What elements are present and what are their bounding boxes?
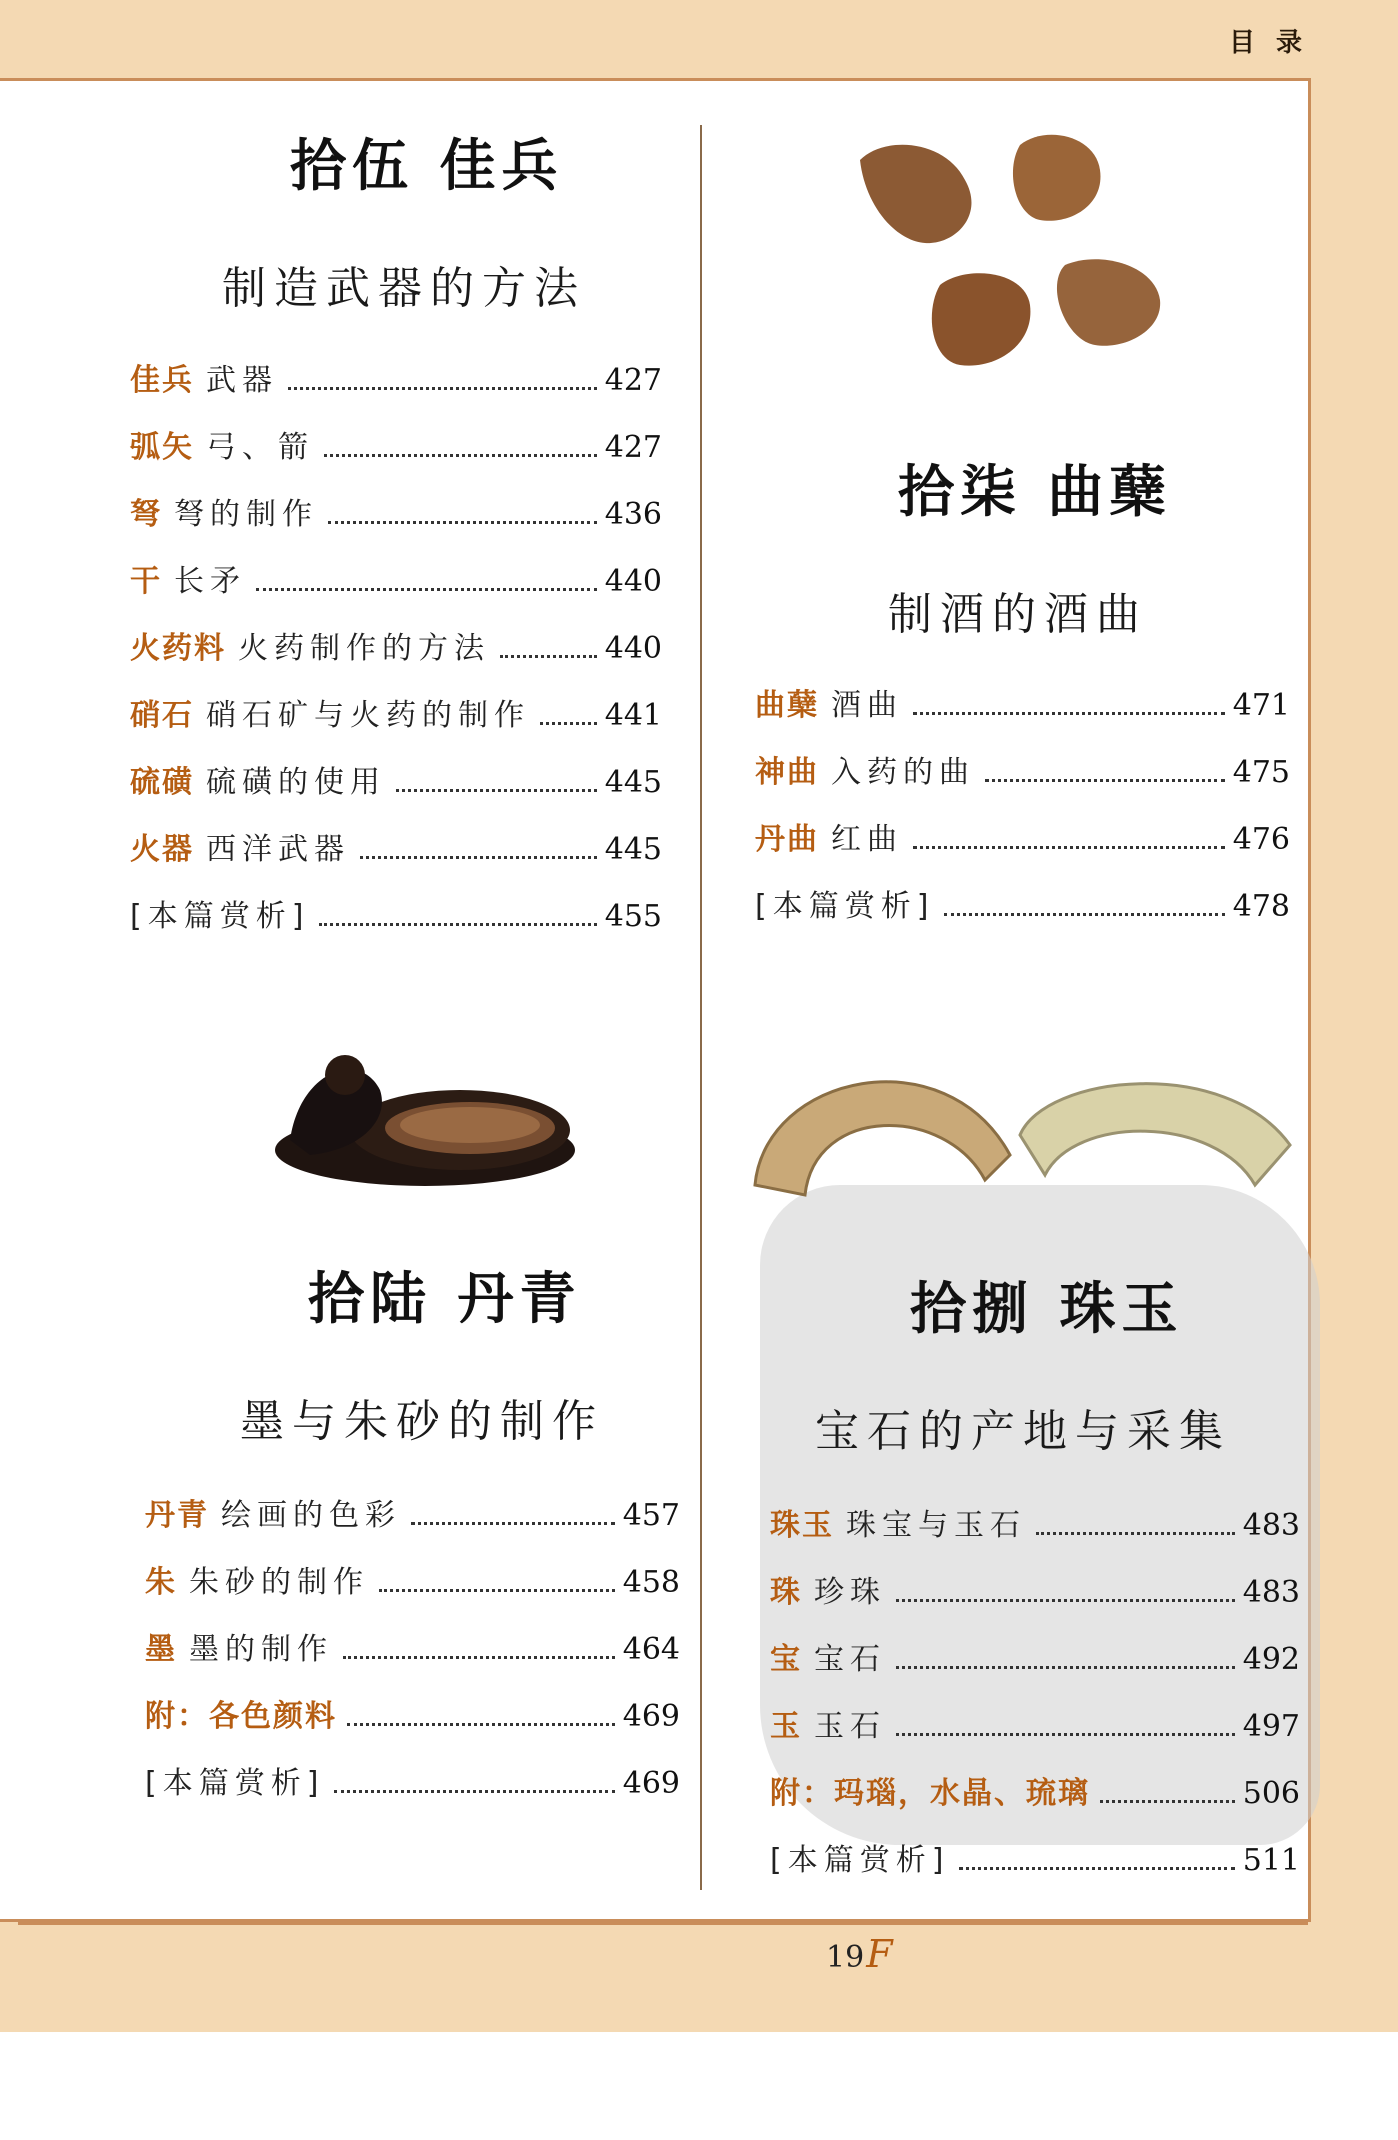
toc-entry[interactable] bbox=[130, 556, 662, 600]
toc-entry-description: 硫磺的使用 bbox=[206, 765, 386, 800]
toc-entry-description: 硝石矿与火药的制作 bbox=[206, 698, 530, 733]
leader-dots bbox=[896, 1599, 1235, 1602]
toc-entry-page: 478 bbox=[1232, 889, 1290, 924]
toc-entry-description: 火药制作的方法 bbox=[238, 631, 490, 666]
toc-entry-page: 471 bbox=[1232, 688, 1290, 723]
toc-entry-page: 497 bbox=[1242, 1709, 1300, 1744]
toc-entry[interactable] bbox=[770, 1835, 1300, 1879]
toc-entry-keyword: 珠玉 bbox=[770, 1508, 834, 1543]
leader-dots bbox=[540, 722, 597, 725]
toc-entry[interactable] bbox=[130, 824, 662, 868]
toc-entry[interactable] bbox=[130, 757, 662, 801]
leader-dots bbox=[347, 1723, 615, 1726]
toc-entry[interactable] bbox=[770, 1701, 1300, 1745]
toc-entry[interactable] bbox=[130, 891, 662, 935]
toc-entry-page: 475 bbox=[1232, 755, 1290, 790]
leader-dots bbox=[334, 1790, 614, 1793]
toc-entry-description: 西洋武器 bbox=[206, 832, 350, 867]
toc-entry[interactable] bbox=[755, 814, 1290, 858]
leader-dots bbox=[944, 913, 1224, 916]
toc-entry-keyword: 附：各色颜料 bbox=[145, 1699, 337, 1734]
leader-dots bbox=[1036, 1532, 1235, 1535]
toc-entry[interactable] bbox=[770, 1634, 1300, 1678]
toc-entry[interactable] bbox=[130, 355, 662, 399]
section-subtitle: 制酒的酒曲 bbox=[888, 589, 1148, 640]
toc-entry-description: 玉石 bbox=[814, 1709, 886, 1744]
toc-entry-keyword: 弧矢 bbox=[130, 430, 194, 465]
toc-entry[interactable] bbox=[145, 1691, 680, 1735]
page-number bbox=[826, 1932, 893, 1976]
toc-entry-page: 506 bbox=[1242, 1776, 1300, 1811]
inkstone-image bbox=[270, 1030, 580, 1190]
section-subtitle: 制造武器的方法 bbox=[222, 263, 586, 314]
toc-entry[interactable] bbox=[145, 1758, 680, 1802]
toc-entry-page: 511 bbox=[1242, 1843, 1300, 1878]
toc-entry[interactable] bbox=[145, 1557, 680, 1601]
toc-entry-page: 457 bbox=[622, 1498, 680, 1533]
toc-entry-keyword: 干 bbox=[130, 564, 162, 599]
toc-entry-review: [本篇赏析] bbox=[130, 899, 310, 934]
section-title: 拾陆 丹青 bbox=[308, 1266, 582, 1332]
toc-entry-page: 492 bbox=[1242, 1642, 1300, 1677]
toc-entry[interactable] bbox=[770, 1500, 1300, 1544]
column-divider bbox=[700, 125, 702, 1890]
toc-entry-keyword: 玉 bbox=[770, 1709, 802, 1744]
bottom-rule bbox=[18, 1922, 1308, 1925]
leader-dots bbox=[288, 387, 597, 390]
toc-entry-description: 朱砂的制作 bbox=[189, 1565, 369, 1600]
toc-entry-description: 珠宝与玉石 bbox=[846, 1508, 1026, 1543]
toc-entry-page: 458 bbox=[622, 1565, 680, 1600]
toc-entry[interactable] bbox=[130, 422, 662, 466]
toc-entry-review: [本篇赏析] bbox=[755, 889, 935, 924]
leader-dots bbox=[379, 1589, 615, 1592]
toc-list bbox=[755, 680, 1290, 950]
leader-dots bbox=[959, 1867, 1234, 1870]
toc-entry[interactable] bbox=[755, 881, 1290, 925]
leader-dots bbox=[411, 1522, 615, 1525]
toc-entry-page: 427 bbox=[604, 363, 662, 398]
toc-entry[interactable] bbox=[145, 1490, 680, 1534]
toc-entry-description: 武器 bbox=[206, 363, 278, 398]
leader-dots bbox=[396, 789, 597, 792]
leader-dots bbox=[896, 1733, 1235, 1736]
toc-entry-keyword: 硫磺 bbox=[130, 765, 194, 800]
jade-image bbox=[745, 1035, 1300, 1205]
leader-dots bbox=[328, 521, 597, 524]
toc-entry-page: 455 bbox=[604, 899, 662, 934]
toc-list bbox=[770, 1500, 1300, 1900]
leader-dots bbox=[324, 454, 597, 457]
toc-entry[interactable] bbox=[755, 680, 1290, 724]
toc-entry-page: 441 bbox=[604, 698, 662, 733]
toc-entry-keyword: 墨 bbox=[145, 1632, 177, 1667]
toc-entry-keyword: 珠 bbox=[770, 1575, 802, 1610]
toc-entry-description: 宝石 bbox=[814, 1642, 886, 1677]
toc-entry-keyword: 神曲 bbox=[755, 755, 819, 790]
toc-entry-description: 红曲 bbox=[831, 822, 903, 857]
header-label: 目 录 bbox=[1228, 28, 1308, 58]
leader-dots bbox=[1100, 1800, 1235, 1803]
toc-entry-keyword: 曲蘖 bbox=[755, 688, 819, 723]
toc-entry[interactable] bbox=[130, 690, 662, 734]
toc-entry-review: [本篇赏析] bbox=[145, 1766, 325, 1801]
toc-entry[interactable] bbox=[130, 623, 662, 667]
leader-dots bbox=[343, 1656, 615, 1659]
leader-dots bbox=[985, 779, 1225, 782]
toc-entry[interactable] bbox=[755, 747, 1290, 791]
toc-entry[interactable] bbox=[770, 1768, 1300, 1812]
ore-image bbox=[855, 125, 1175, 385]
toc-entry-page: 440 bbox=[604, 631, 662, 666]
section-title: 拾柒 曲蘖 bbox=[898, 459, 1172, 525]
toc-entry-page: 445 bbox=[604, 765, 662, 800]
toc-entry[interactable] bbox=[145, 1624, 680, 1668]
page-number-value: 19 bbox=[826, 1940, 865, 1975]
toc-entry-keyword: 丹曲 bbox=[755, 822, 819, 857]
toc-entry-description: 弩的制作 bbox=[174, 497, 318, 532]
toc-entry-description: 弓、箭 bbox=[206, 430, 314, 465]
toc-entry-keyword: 火药料 bbox=[130, 631, 226, 666]
toc-entry-page: 445 bbox=[604, 832, 662, 867]
toc-entry-page: 469 bbox=[622, 1699, 680, 1734]
toc-entry-page: 483 bbox=[1242, 1575, 1300, 1610]
leader-dots bbox=[500, 655, 597, 658]
toc-entry-keyword: 火器 bbox=[130, 832, 194, 867]
toc-entry-description: 绘画的色彩 bbox=[221, 1498, 401, 1533]
leader-dots bbox=[913, 712, 1225, 715]
leader-dots bbox=[256, 588, 597, 591]
toc-entry-description: 长矛 bbox=[174, 564, 246, 599]
leader-dots bbox=[896, 1666, 1235, 1669]
toc-entry-description: 入药的曲 bbox=[831, 755, 975, 790]
toc-entry-keyword: 佳兵 bbox=[130, 363, 194, 398]
folio-mark: F bbox=[866, 1932, 893, 1976]
toc-entry-keyword: 附：玛瑙，水晶、琉璃 bbox=[770, 1776, 1090, 1811]
leader-dots bbox=[319, 923, 596, 926]
toc-list bbox=[145, 1490, 680, 1830]
toc-entry-description: 墨的制作 bbox=[189, 1632, 333, 1667]
section-title: 拾伍 佳兵 bbox=[290, 133, 564, 199]
toc-entry-page: 436 bbox=[604, 497, 662, 532]
toc-entry-page: 427 bbox=[604, 430, 662, 465]
toc-entry-description: 酒曲 bbox=[831, 688, 903, 723]
toc-entry-page: 469 bbox=[622, 1766, 680, 1801]
section-subtitle: 墨与朱砂的制作 bbox=[240, 1396, 604, 1447]
toc-entry[interactable] bbox=[130, 489, 662, 533]
toc-entry-page: 440 bbox=[604, 564, 662, 599]
toc-entry[interactable] bbox=[770, 1567, 1300, 1611]
leader-dots bbox=[360, 856, 597, 859]
toc-entry-keyword: 宝 bbox=[770, 1642, 802, 1677]
section-title: 拾捌 珠玉 bbox=[910, 1276, 1184, 1342]
toc-entry-page: 464 bbox=[622, 1632, 680, 1667]
section-subtitle: 宝石的产地与采集 bbox=[815, 1406, 1231, 1457]
toc-entry-keyword: 丹青 bbox=[145, 1498, 209, 1533]
toc-entry-description: 珍珠 bbox=[814, 1575, 886, 1610]
toc-entry-keyword: 硝石 bbox=[130, 698, 194, 733]
toc-entry-page: 476 bbox=[1232, 822, 1290, 857]
toc-entry-keyword: 弩 bbox=[130, 497, 162, 532]
toc-entry-review: [本篇赏析] bbox=[770, 1843, 950, 1878]
leader-dots bbox=[913, 846, 1225, 849]
toc-entry-keyword: 朱 bbox=[145, 1565, 177, 1600]
toc-entry-page: 483 bbox=[1242, 1508, 1300, 1543]
toc-list bbox=[130, 355, 662, 955]
